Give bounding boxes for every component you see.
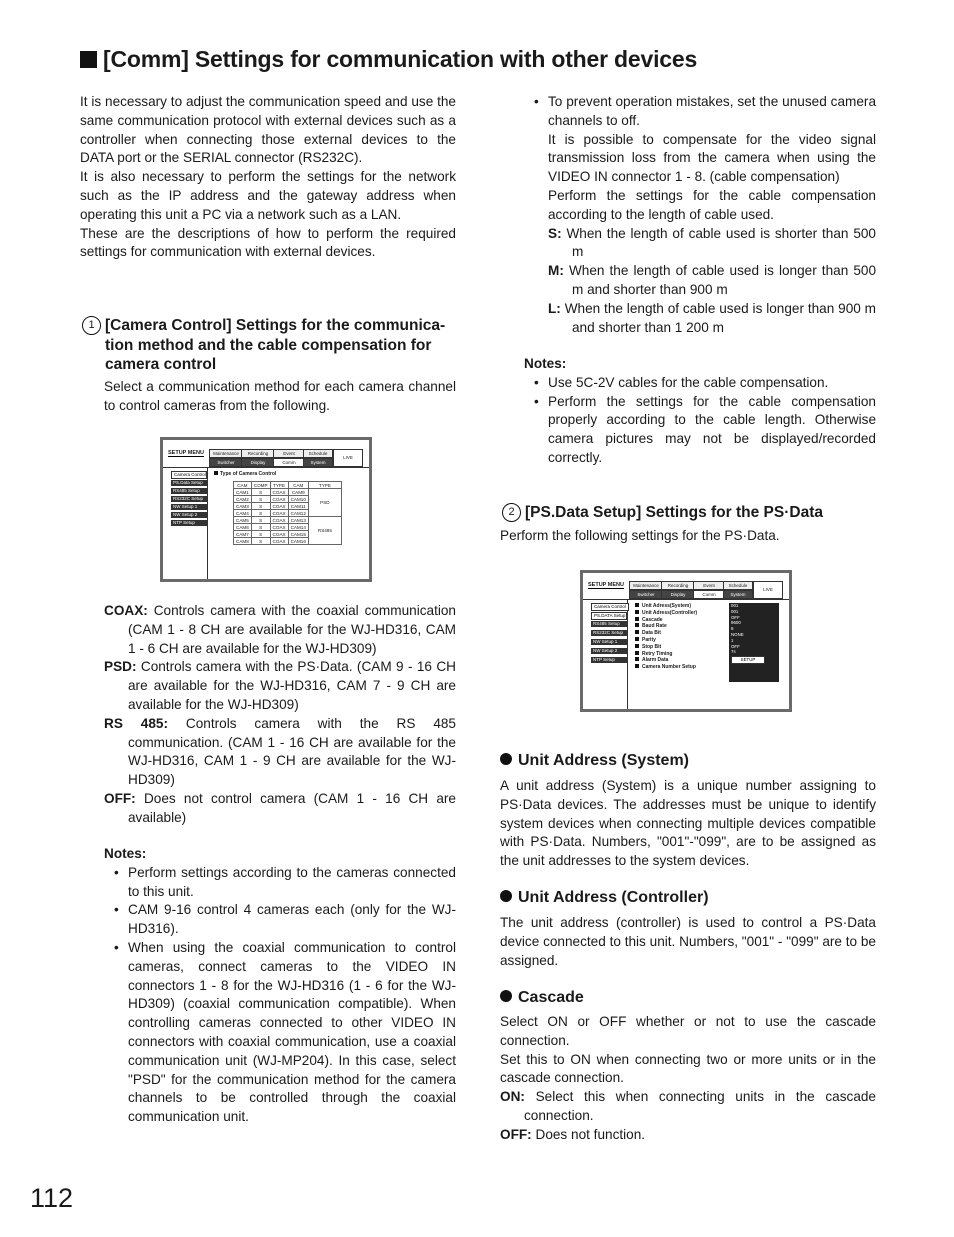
tab-event[interactable]: Event	[273, 449, 305, 458]
setting-label: Alarm Data	[642, 657, 669, 664]
definition-term: OFF:	[500, 1126, 532, 1142]
sidebar-item-nw-setup-2[interactable]: NW Setup 2	[591, 648, 627, 654]
definition-text: Does not control camera (CAM 1 - 16 CH are available)	[128, 790, 456, 825]
table-cell[interactable]: S	[251, 510, 270, 517]
table-row	[234, 517, 342, 524]
paragraph: Select ON or OFF whether or not to use the cascade connection.	[500, 1014, 876, 1048]
tab-recording[interactable]: Recording	[241, 449, 275, 458]
tab-schedule[interactable]: Schedule	[303, 449, 333, 458]
setting-value[interactable]: 7s	[731, 649, 736, 655]
paragraph: Perform the settings for the cable compensation according to the length of cable used.	[548, 187, 876, 222]
table-cell: CAM13	[288, 517, 308, 524]
note-item: • To prevent operation mistakes, set the unused camera channels to off.	[524, 93, 876, 131]
sidebar-item-rs232c-setup[interactable]: RS232C Setup	[591, 630, 627, 636]
section2-body: Perform the following settings for the PS·Data.	[500, 528, 780, 543]
unit-system-body: A unit address (System) is a unique number assigning to PS·Data devices. The addresses must be unique to identify system devices when connecting multiple devices compatible with PS·Data. Numbers, "001"-"099", are to be assigned as the unit addresses to the system devices.	[500, 778, 876, 869]
tab-display[interactable]: Display	[241, 458, 275, 467]
definition-text: Controls camera with the PS·Data. (CAM 9 - 16 CH are available for the WJ-HD316, CAM 7 - 9 CH are available for the WJ-HD309)	[128, 659, 456, 712]
page-title	[80, 46, 697, 73]
square-bullet-icon	[214, 471, 218, 475]
list-item	[635, 603, 697, 610]
table-cell[interactable]: COAX	[270, 510, 288, 517]
tab-system[interactable]: System	[303, 458, 333, 467]
section1-body: Select a communication method for each camera channel to control cameras from the following.	[104, 379, 456, 413]
note-item: • When using the coaxial communication to control cameras, connect cameras to the VIDEO IN connectors 1 - 8 for the WJ-HD316 (1 - 6 for the WJ-HD309) (coaxial communication compatible). When controlling cameras connected to other VIDEO IN connectors with coaxial communication, use a coaxial communication unit (WJ-MP204). In this case, select "PSD" for the communication method for the camera channels to be controlled through the coaxial communication unit.	[104, 939, 456, 1127]
setup-button[interactable]: SETUP	[731, 656, 765, 664]
note-item: • Perform the settings for the cable compensation properly according to the cable length. Otherwise camera pictures may not be displayed/recorded correctly.	[524, 393, 876, 468]
setting-label: Camera Number Setup	[642, 664, 696, 671]
intro-paragraph: These are the descriptions of how to perform the required settings for communication with external devices.	[80, 225, 456, 260]
square-bullet-icon	[635, 630, 639, 634]
notes-heading: Notes:	[524, 356, 567, 371]
definition-term: L:	[548, 300, 561, 316]
list-item	[635, 664, 697, 671]
table-cell[interactable]: COAX	[270, 496, 288, 503]
setting-label: Retry Timing	[642, 650, 673, 657]
definition-item	[500, 1088, 876, 1126]
divider	[207, 467, 208, 579]
square-bullet-icon	[635, 664, 639, 668]
definition-text: When the length of cable used is longer than 500 m and shorter than 900 m	[568, 263, 877, 297]
square-bullet-icon	[635, 637, 639, 641]
setting-value[interactable]: NONE	[731, 631, 744, 637]
tab-maintenance[interactable]: Maintenance	[209, 449, 243, 458]
column-header: COMP	[251, 482, 270, 489]
psdata-values	[729, 603, 779, 682]
list-item	[635, 644, 697, 651]
intro-paragraph: It is necessary to adjust the communication speed and use the same communication protocol with external devices such as a controller when connecting those external devices to the DATA port or the SERIAL connector (RS232C).	[80, 94, 456, 166]
square-bullet-icon	[635, 617, 639, 621]
table-cell: CAM3	[234, 503, 252, 510]
bullet-dot-icon	[500, 753, 512, 765]
setting-value[interactable]: OFF	[731, 643, 740, 649]
table-cell: CAM14	[288, 524, 308, 531]
intro	[80, 93, 456, 262]
section1-notes	[104, 845, 456, 1127]
sidebar-item-nw-setup-2[interactable]: NW Setup 2	[171, 512, 207, 518]
section2-heading	[502, 503, 882, 523]
definition-text: When the length of cable used is shorter than 500 m	[566, 225, 876, 260]
list-item	[635, 630, 697, 637]
tab-switcher[interactable]: Switcher	[629, 590, 663, 599]
tab-recording[interactable]: Recording	[661, 581, 695, 590]
sidebar-item-psdata-setup[interactable]: PS.Data Setup	[171, 480, 207, 486]
definition-term: RS 485:	[104, 715, 168, 731]
cascade-body	[500, 1013, 876, 1145]
tab-display[interactable]: Display	[661, 590, 695, 599]
step-number-icon: 2	[502, 503, 521, 522]
setting-value[interactable]: 001	[731, 603, 739, 608]
square-bullet-icon	[635, 644, 639, 648]
note-item: • CAM 9-16 control 4 cameras each (only for the WJ-HD316).	[104, 901, 456, 939]
table-cell: CAM15	[288, 531, 308, 538]
square-bullet-icon	[635, 651, 639, 655]
definition-term: PSD:	[104, 659, 137, 675]
table-cell[interactable]: S	[251, 503, 270, 510]
bullet-dot-icon	[500, 890, 512, 902]
table-cell[interactable]: COAX	[270, 503, 288, 510]
table-cell: CAM11	[288, 503, 308, 510]
setting-label: Parity	[642, 636, 656, 643]
setting-label: Stop Bit	[642, 643, 662, 650]
unit-system-heading	[500, 752, 689, 770]
definition-text: When the length of cable used is longer than 900 m and shorter than 1 200 m	[564, 300, 877, 335]
sidebar-item-camera-control[interactable]: Camera Control	[171, 471, 207, 479]
setting-value[interactable]: OFF	[731, 614, 740, 620]
table-cell[interactable]: COAX	[270, 531, 288, 538]
sidebar-item-rs485-setup[interactable]: RS485 Setup	[591, 621, 627, 627]
table-cell: CAM10	[288, 496, 308, 503]
table-cell: CAM12	[288, 510, 308, 517]
divider	[163, 467, 369, 468]
bullet-dot-icon	[500, 990, 512, 1002]
table-title	[214, 471, 276, 477]
definition-item	[548, 300, 876, 338]
column-header: CAM	[288, 482, 308, 489]
sidebar-item-psdata-setup[interactable]: PS.DATA Setup	[591, 612, 627, 620]
table-cell[interactable]: COAX	[270, 538, 288, 545]
table-row	[234, 489, 342, 496]
tab-system[interactable]: System	[723, 590, 753, 599]
psdata-setup-screenshot	[580, 570, 792, 712]
setting-value[interactable]: 001	[731, 608, 739, 614]
list-item	[635, 651, 697, 658]
definition-item	[104, 602, 456, 658]
definition-text: Does not function.	[535, 1126, 646, 1142]
setting-value[interactable]: 1	[731, 637, 734, 643]
sidebar-item-nw-setup-1[interactable]: NW Setup 1	[171, 504, 207, 510]
unit-system-heading-text: Unit Address (System)	[518, 752, 689, 769]
camera-control-table	[233, 481, 342, 545]
square-bullet-icon	[635, 610, 639, 614]
setting-value[interactable]: 9600	[731, 620, 741, 626]
tab-switcher[interactable]: Switcher	[209, 458, 243, 467]
table-cell: CAM5	[234, 517, 252, 524]
camera-control-screenshot	[160, 437, 372, 582]
section1-definitions	[104, 602, 456, 828]
table-cell[interactable]: S	[251, 538, 270, 545]
cascade-heading-text: Cascade	[518, 989, 584, 1006]
column-header: TYPE	[308, 482, 341, 489]
definition-term: ON:	[500, 1089, 525, 1105]
table-cell: CAM8	[234, 538, 252, 545]
setting-label: Baud Rate	[642, 623, 667, 630]
setting-value[interactable]: 8	[731, 626, 734, 632]
definition-item	[548, 225, 876, 263]
sidebar-item-nw-setup-1[interactable]: NW Setup 1	[591, 639, 627, 645]
setting-label: Unit Adress(System)	[642, 603, 691, 609]
live-button[interactable]: LIVE	[333, 449, 363, 467]
table-cell[interactable]: RS485	[308, 517, 341, 545]
list-item	[635, 657, 697, 664]
definition-item	[548, 262, 876, 300]
right-notes	[524, 355, 876, 468]
tab-schedule[interactable]: Schedule	[723, 581, 753, 590]
table-cell[interactable]: COAX	[270, 517, 288, 524]
unit-controller-body: The unit address (controller) is used to control a PS·Data device connected to this unit. Numbers, "001" - "099" are to be assigned.	[500, 915, 876, 968]
square-bullet-icon	[80, 51, 97, 68]
table-cell: CAM7	[234, 531, 252, 538]
table-title-text: Type of Camera Control	[220, 471, 277, 477]
table-cell[interactable]: S	[251, 517, 270, 524]
tab-comm[interactable]: Comm	[273, 458, 305, 467]
section1-heading	[82, 316, 462, 375]
sidebar-item-camera-control[interactable]: Camera Control	[591, 603, 629, 611]
table-cell: CAM6	[234, 524, 252, 531]
table-cell: CAM2	[234, 496, 252, 503]
unit-controller-heading	[500, 889, 709, 907]
definition-term: S:	[548, 225, 562, 241]
definition-item	[500, 1126, 876, 1145]
definition-item	[104, 790, 456, 828]
sidebar-item-ntp-setup[interactable]: NTP Setup	[591, 657, 627, 663]
list-item	[635, 617, 697, 624]
note-item: • Perform settings according to the cameras connected to this unit.	[104, 864, 456, 902]
tab-comm[interactable]: Comm	[693, 590, 725, 599]
tab-event[interactable]: Event	[693, 581, 725, 590]
table-cell[interactable]: S	[251, 489, 270, 496]
list-item	[635, 610, 697, 617]
definition-text: Controls camera with the coaxial communication (CAM 1 - 8 CH are available for the WJ-HD316, CAM 1 - 6 CH are available for the WJ-HD309)	[128, 603, 456, 656]
definition-item	[104, 715, 456, 790]
section1-heading-line: camera control	[105, 356, 217, 373]
table-cell[interactable]: S	[251, 524, 270, 531]
table-cell[interactable]: S	[251, 531, 270, 538]
page-title-text: [Comm] Settings for communication with other devices	[103, 46, 698, 72]
note-item: • Use 5C-2V cables for the cable compensation.	[524, 374, 876, 393]
list-item	[635, 623, 697, 630]
setting-label: Data Bit	[642, 630, 661, 637]
definition-text: Select this when connecting units in the cascade connection.	[524, 1089, 876, 1123]
table-cell[interactable]: COAX	[270, 489, 288, 496]
definition-item	[104, 658, 456, 714]
tab-maintenance[interactable]: Maintenance	[629, 581, 663, 590]
setting-label: Unit Adress(Controller)	[642, 609, 698, 616]
section1-heading-line: [Camera Control] Settings for the communica-	[105, 317, 446, 334]
table-cell[interactable]: PSD	[308, 489, 341, 517]
setup-menu-label: SETUP MENU	[588, 582, 624, 588]
table-cell: CAM4	[234, 510, 252, 517]
setting-label: Cascade	[642, 616, 663, 623]
square-bullet-icon	[635, 603, 639, 607]
square-bullet-icon	[635, 657, 639, 661]
sidebar-item-rs485-setup[interactable]: RS485 Setup	[171, 488, 207, 494]
paragraph: Set this to ON when connecting two or more units or in the cascade connection.	[500, 1051, 876, 1086]
column-header: CAM	[234, 482, 252, 489]
sidebar-item-ntp-setup[interactable]: NTP Setup	[171, 520, 207, 526]
page-number: 112	[30, 1183, 74, 1213]
definition-term: OFF:	[104, 790, 136, 806]
square-bullet-icon	[635, 623, 639, 627]
definition-text: Controls camera with the RS 485 communication. (CAM 1 - 16 CH are available for the WJ-HD316, CAM 1 - 9 CH are available for the WJ-HD309)	[128, 715, 456, 788]
section2-heading-text: [PS.Data Setup] Settings for the PS·Data	[525, 504, 823, 521]
table-cell[interactable]: S	[251, 496, 270, 503]
live-button[interactable]: LIVE	[753, 581, 783, 599]
definition-term: COAX:	[104, 603, 148, 618]
paragraph: It is possible to compensate for the video signal transmission loss from the camera when using the VIDEO IN connector 1 - 8. (cable compensation)	[548, 131, 876, 185]
table-cell: CAM16	[288, 538, 308, 545]
definition-term: M:	[548, 263, 564, 279]
step-number-icon: 1	[82, 316, 101, 335]
list-item	[635, 637, 697, 644]
table-cell[interactable]: COAX	[270, 524, 288, 531]
psdata-settings-list	[635, 603, 697, 671]
right-column-top	[524, 93, 876, 337]
setup-menu-label: SETUP MENU	[168, 450, 204, 456]
divider	[583, 599, 789, 600]
table-cell: CAM9	[288, 489, 308, 496]
cascade-heading	[500, 989, 584, 1007]
section1-heading-line: tion method and the cable compensation for	[105, 336, 432, 354]
sidebar-item-rs232c-setup[interactable]: RS232C Setup	[171, 496, 207, 502]
notes-heading: Notes:	[104, 846, 147, 861]
unit-controller-heading-text: Unit Address (Controller)	[518, 889, 709, 906]
intro-paragraph: It is also necessary to perform the settings for the network such as the IP address and the gateway address when operating this unit a PC via a network such as a LAN.	[80, 169, 456, 222]
column-header: TYPE	[270, 482, 288, 489]
divider	[627, 599, 628, 709]
table-cell: CAM1	[234, 489, 252, 496]
